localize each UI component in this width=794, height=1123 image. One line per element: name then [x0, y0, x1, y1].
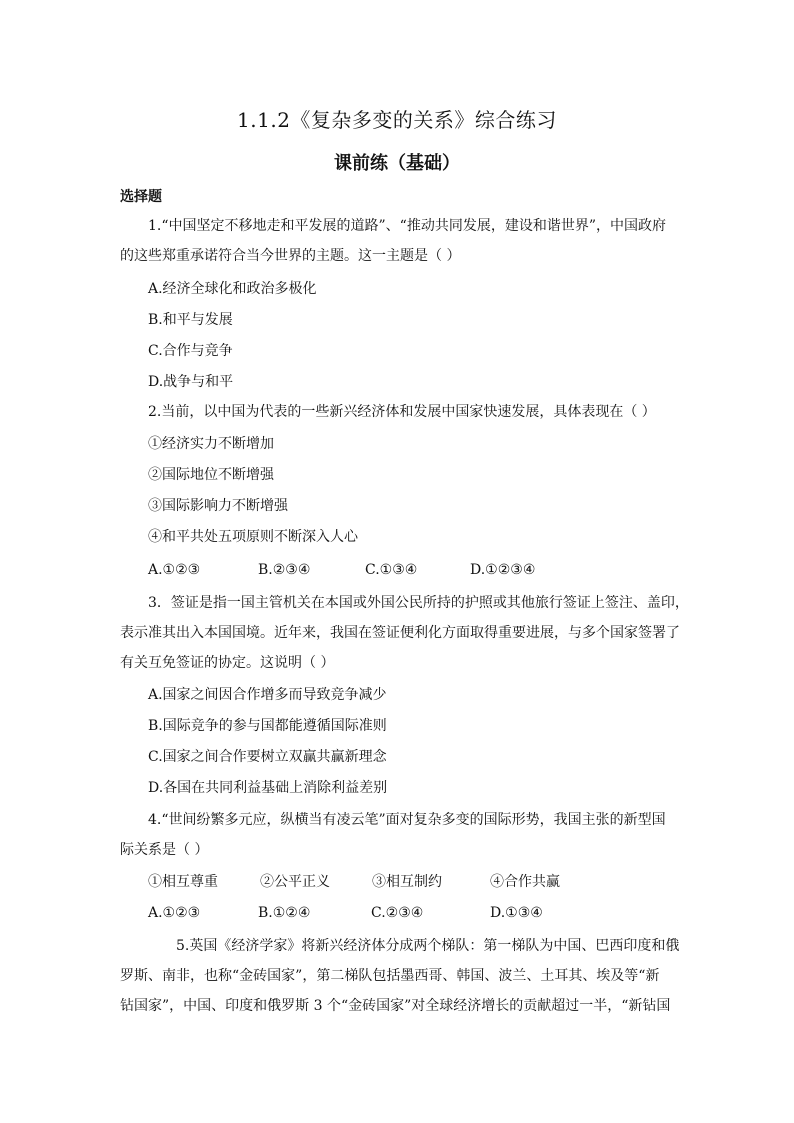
q4-choice-d: D.①③④ [490, 905, 543, 921]
q5-line1: 5.英国《经济学家》将新兴经济体分成两个梯队：第一梯队为中国、巴西印度和俄 [176, 938, 680, 954]
q4-item-2: ②公平正义 [260, 874, 330, 890]
q4-item-4: ④合作共赢 [490, 874, 560, 890]
q1-option-d: D.战争与和平 [148, 374, 234, 390]
q2-item-3: ③国际影响力不断增强 [148, 498, 288, 514]
q2-choice-d: D.①②③④ [470, 562, 536, 578]
q4-choice-b: B.①②④ [258, 905, 311, 921]
q1-option-c: C.合作与竞争 [148, 343, 233, 359]
q2-choice-c: C.①③④ [365, 562, 418, 578]
page-title: 1.1.2《复杂多变的关系》综合练习 [237, 108, 557, 132]
q1-stem-line2: 的这些郑重承诺符合当今世界的主题。这一主题是（ ） [120, 248, 461, 264]
q4-choices [148, 903, 543, 923]
q2-item-1: ①经济实力不断增加 [148, 436, 274, 452]
q1-option-b: B.和平与发展 [148, 312, 233, 328]
q2-choice-a: A.①②③ [148, 562, 201, 578]
q3-option-b: B.国际竞争的参与国都能遵循国际准则 [148, 718, 387, 734]
section-heading: 选择题 [120, 189, 162, 205]
q4-item-1: ①相互尊重 [148, 874, 218, 890]
q2-choices [148, 560, 535, 580]
q2-item-2: ②国际地位不断增强 [148, 467, 274, 483]
q3-option-d: D.各国在共同利益基础上消除利益差别 [148, 780, 388, 796]
q1-stem-line1: 1.“中国坚定不移地走和平发展的道路”、“推动共同发展，建设和谐世界”，中国政府 [148, 218, 666, 234]
q5-line2: 罗斯、南非，也称“金砖国家”，第二梯队包括墨西哥、韩国、波兰、土耳其、埃及等“新 [120, 968, 660, 984]
q4-item-3: ③相互制约 [372, 874, 442, 890]
q3-stem-line1: 3．签证是指一国主管机关在本国或外国公民所持的护照或其他旅行签证上签注、盖印， [148, 595, 689, 611]
q3-stem-line2: 表示准其出入本国国境。近年来，我国在签证便利化方面取得重要进展，与多个国家签署了 [120, 625, 680, 641]
q2-stem: 2.当前，以中国为代表的一些新兴经济体和发展中国家快速发展，具体表现在（ ） [148, 404, 656, 420]
q5-line3: 钻国家”，中国、印度和俄罗斯 3 个“金砖国家”对全球经济增长的贡献超过一半，“新钻国 [120, 998, 671, 1014]
q4-choice-a: A.①②③ [148, 905, 201, 921]
q3-option-c: C.国家之间合作要树立双赢共赢新理念 [148, 749, 387, 765]
q2-item-4: ④和平共处五项原则不断深入人心 [148, 529, 358, 545]
q2-choice-b: B.②③④ [258, 562, 311, 578]
q4-stem-line2: 际关系是（ ） [120, 842, 209, 858]
q1-option-a: A.经济全球化和政治多极化 [148, 281, 317, 297]
q4-choice-c: C.②③④ [371, 905, 424, 921]
q3-stem-line3: 有关互免签证的协定。这说明（ ） [120, 655, 335, 671]
q3-option-a: A.国家之间因合作增多而导致竞争减少 [148, 687, 387, 703]
q4-items [148, 872, 560, 892]
q4-stem-line1: 4.“世间纷繁多元应，纵横当有凌云笔”面对复杂多变的国际形势，我国主张的新型国 [148, 812, 666, 828]
page-subtitle: 课前练（基础） [334, 153, 460, 174]
